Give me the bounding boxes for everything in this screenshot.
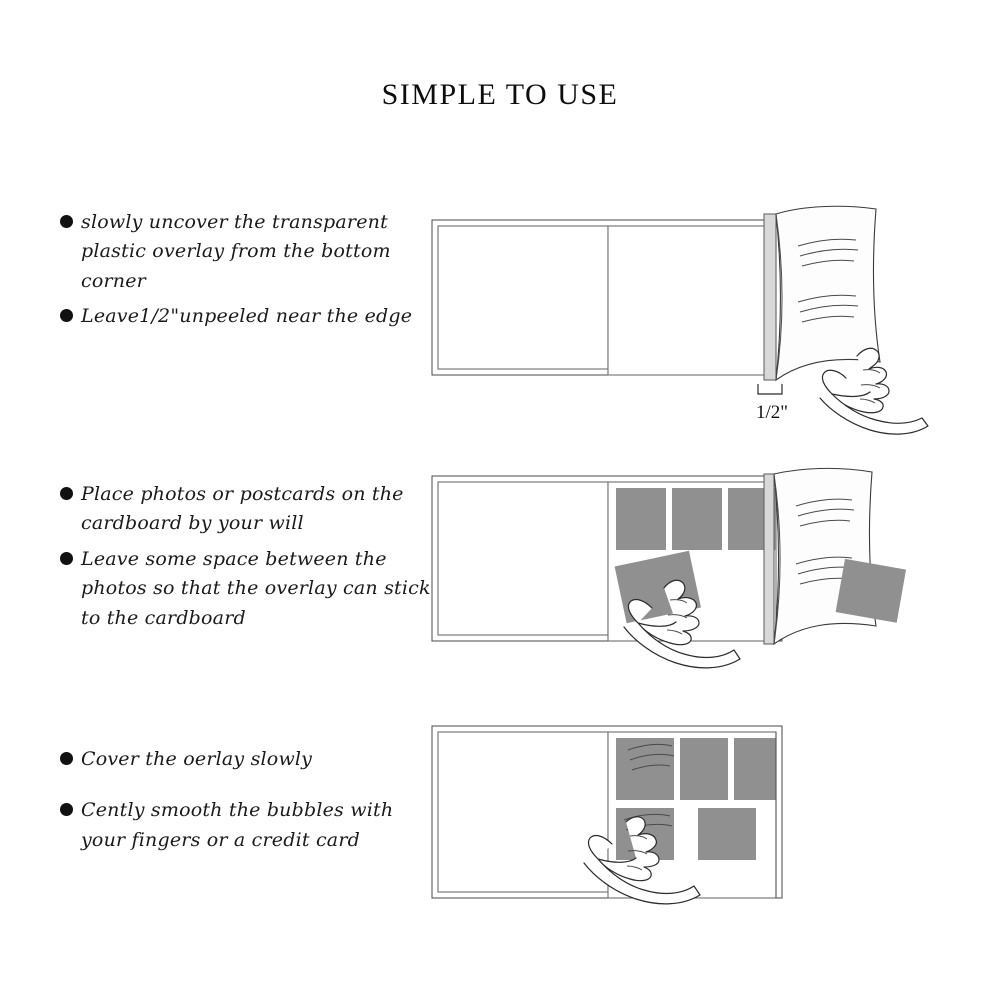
bullet-text: Leave some space between the photos so that the overlay can stick to the cardboard (81, 547, 431, 629)
photo-placed (698, 808, 756, 860)
list-item (60, 208, 440, 296)
list-item (60, 480, 440, 539)
step-1-text (60, 208, 440, 338)
step-3-illustration (420, 710, 840, 910)
step-1-illustration (420, 190, 940, 440)
step-2-illustration (420, 460, 940, 690)
bullet-text: Cently smooth the bubbles with your fingers or a credit card (81, 799, 394, 851)
page-title: SIMPLE TO USE (381, 78, 619, 111)
bullet-text: Cover the oerlay slowly (81, 748, 313, 770)
bullet-text: slowly uncover the transparent plastic overlay from the bottom corner (81, 211, 391, 292)
step-3-text (60, 745, 440, 861)
list-item (60, 796, 440, 855)
list-item (60, 302, 440, 331)
bullet-dot-icon (60, 309, 73, 322)
list-item (60, 545, 440, 633)
dimension-label: 1/2" (756, 402, 789, 423)
bullet-text: Place photos or postcards on the cardboard by your will (81, 483, 404, 535)
photo-placed (616, 738, 674, 800)
photo-placed (734, 738, 776, 800)
photo-loose (836, 559, 906, 623)
bullet-dot-icon (60, 215, 73, 228)
photo-placed (616, 488, 666, 550)
bullet-dot-icon (60, 752, 73, 765)
bullet-text: Leave1/2"unpeeled near the edge (81, 305, 413, 328)
step-2-text (60, 480, 440, 639)
hand-illustration (820, 348, 928, 434)
bullet-dot-icon (60, 552, 73, 565)
photo-placed (672, 488, 722, 550)
photo-placed (680, 738, 728, 800)
list-item (60, 745, 440, 774)
bullet-dot-icon (60, 487, 73, 500)
bullet-dot-icon (60, 803, 73, 816)
